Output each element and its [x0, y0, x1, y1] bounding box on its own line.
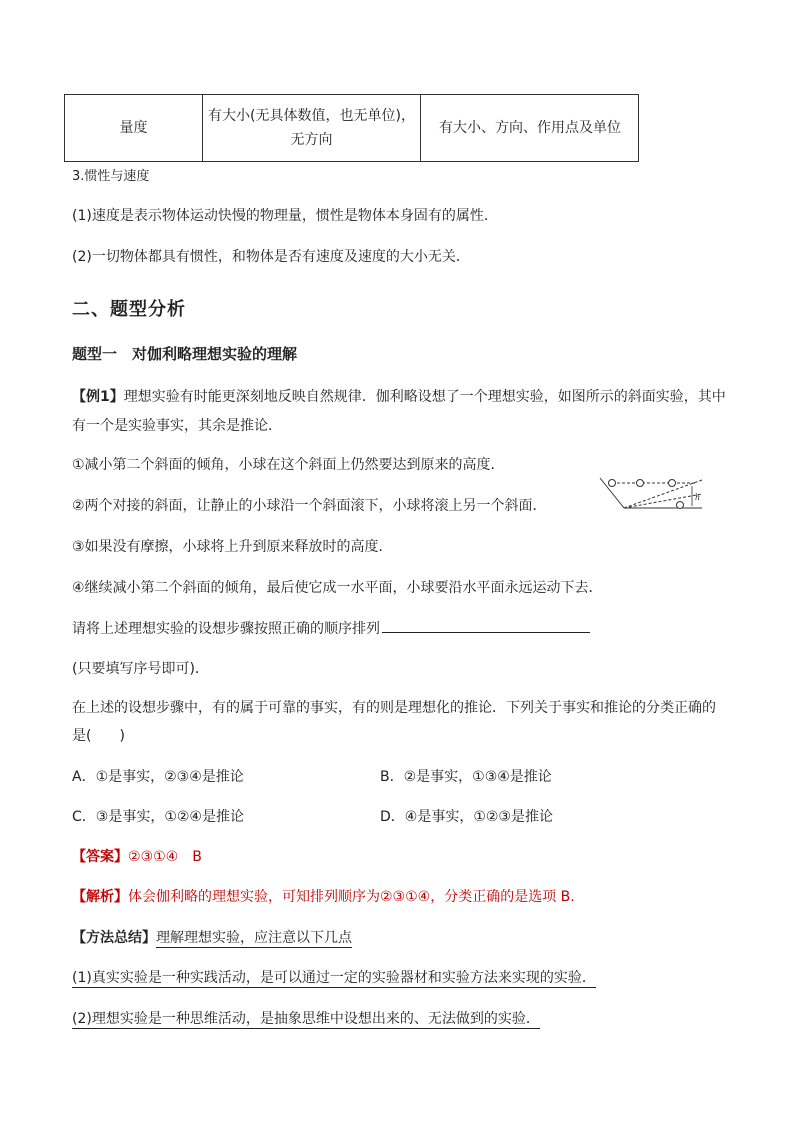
inertia-paragraph: (2)一切物体都具有惯性，和物体是否有速度及速度的大小无关．	[72, 249, 470, 265]
method-point-text: (1)真实实验是一种实践活动，是可以通过一定的实验器材和实验方法来实现的实验．	[72, 970, 596, 986]
example-line	[72, 386, 726, 406]
analysis-tag: 【解析】	[72, 889, 128, 905]
statement-1: ①减小第二个斜面的倾角，小球在这个斜面上仍然要达到原来的高度．	[72, 457, 505, 473]
comparison-table	[64, 94, 639, 162]
answer-line	[72, 846, 202, 866]
table-row-label: 量度	[65, 95, 203, 161]
analysis-text: 体会伽利略的理想实验，可知排列顺序为②③①④，分类正确的是选项 B.	[128, 889, 575, 905]
question-order-text: 请将上述理想实验的设想步骤按照正确的顺序排列	[72, 621, 380, 637]
incline-figure	[598, 472, 706, 516]
method-text: 理解理想实验，应注意以下几点	[156, 930, 352, 946]
answer-blank[interactable]	[382, 618, 590, 633]
statement-3: ③如果没有摩擦，小球将上升到原来释放时的高度．	[72, 539, 393, 555]
option-c[interactable]: C．③是事实，①②④是推论	[72, 809, 244, 825]
inertia-heading: 3.惯性与速度	[72, 169, 150, 184]
question-classify: 是( )	[72, 728, 125, 744]
method-line	[72, 927, 352, 947]
ball-high	[669, 480, 676, 487]
height-label: h	[695, 493, 701, 502]
example-text: 理想实验有时能更深刻地反映自然规律．伽利略设想了一个理想实验，如图所示的斜面实验，其中	[123, 389, 726, 405]
option-a[interactable]: A．①是事实，②③④是推论	[72, 769, 244, 785]
shallow-incline	[624, 494, 702, 508]
inertia-paragraph: (1)速度是表示物体运动快慢的物理量，惯性是物体本身固有的属性．	[72, 208, 498, 224]
example-line: 有一个是实验事实，其余是推论．	[72, 418, 282, 434]
table-cell-real: 有大小、方向、作用点及单位	[439, 120, 621, 136]
statement-4: ④继续减小第二个斜面的倾角，最后使它成一水平面，小球要沿水平面永远运动下去．	[72, 580, 603, 596]
answer-tag: 【答案】	[72, 849, 128, 865]
question-type-title: 题型一 对伽利略理想实验的理解	[72, 345, 298, 363]
table-cell-line: 有大小(无具体数值，也无单位)，	[208, 108, 415, 124]
example-tag: 【例1】	[72, 389, 124, 405]
question-classify: 在上述的设想步骤中，有的属于可靠的事实，有的则是理想化的推论．下列关于事实和推论的分类正确的	[72, 700, 716, 716]
ball-mid	[637, 480, 644, 487]
question-order-note: (只要填写序号即可)．	[72, 661, 209, 677]
method-point-text: (2)理想实验是一种思维活动，是抽象思维中设想出来的、无法做到的实验．	[72, 1011, 540, 1027]
question-order	[72, 618, 590, 638]
method-point	[72, 967, 596, 987]
option-d[interactable]: D．④是事实，①②③是推论	[380, 809, 553, 825]
analysis-line	[72, 886, 575, 906]
statement-2: ②两个对接的斜面，让静止的小球沿一个斜面滚下，小球将滚上另一个斜面．	[72, 498, 547, 514]
option-b[interactable]: B．②是事实，①③④是推论	[380, 769, 552, 785]
answer-text: ②③①④ B	[128, 849, 202, 865]
table-cell-line: 无方向	[290, 132, 333, 148]
steep-incline	[624, 480, 702, 508]
section-title: 二、题型分析	[72, 299, 186, 320]
method-point	[72, 1008, 540, 1028]
ball-ground	[677, 502, 684, 509]
ball-start	[609, 480, 616, 487]
table-cell-idealized	[203, 95, 421, 161]
method-tag: 【方法总结】	[72, 930, 156, 946]
